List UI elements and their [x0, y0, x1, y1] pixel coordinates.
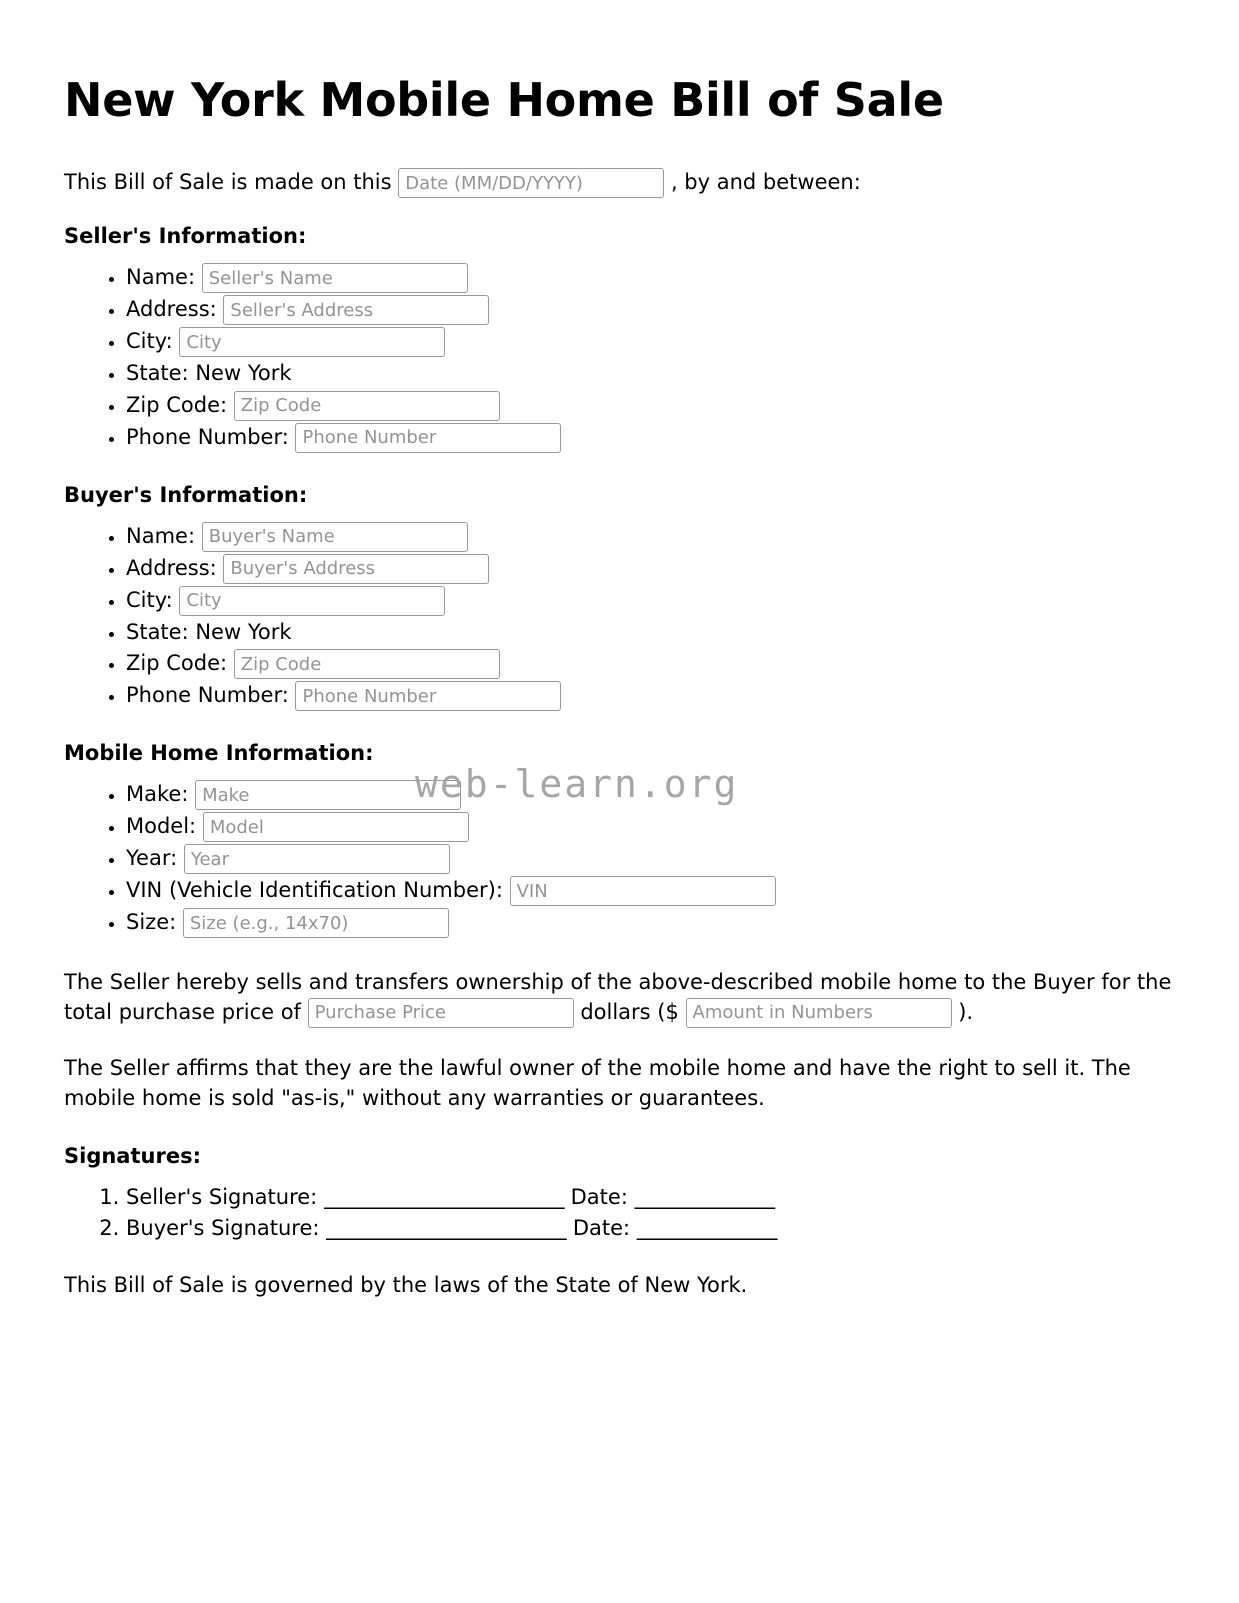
list-item: [126, 294, 1175, 325]
seller-zip-label: Zip Code:: [126, 392, 228, 417]
seller-phone-label: Phone Number:: [126, 424, 289, 449]
buyer-address-label: Address:: [126, 555, 217, 580]
seller-city-input[interactable]: [179, 327, 445, 357]
seller-signature-label: Seller's Signature:: [126, 1184, 318, 1209]
mobile-home-section-heading: Mobile Home Information:: [64, 741, 374, 766]
buyer-date-label: Date:: [572, 1216, 631, 1241]
buyer-signature-label: Buyer's Signature:: [126, 1216, 320, 1241]
buyer-phone-label: Phone Number:: [126, 683, 289, 708]
purchase-price-input[interactable]: [308, 998, 574, 1028]
vin-input[interactable]: [510, 876, 776, 906]
list-item: [126, 553, 1175, 584]
size-input[interactable]: [183, 908, 449, 938]
signatures-section-heading: Signatures:: [64, 1143, 201, 1168]
intro-suffix-text: , by and between:: [670, 170, 861, 195]
buyer-city-input[interactable]: [179, 586, 445, 616]
list-item: [126, 390, 1175, 421]
buyer-date-line[interactable]: ______________: [636, 1216, 777, 1241]
seller-name-input[interactable]: [202, 263, 468, 293]
buyer-zip-input[interactable]: [234, 649, 500, 679]
list-item: [126, 811, 1175, 842]
buyer-signature-line[interactable]: ________________________: [326, 1216, 567, 1241]
buyer-city-label: City:: [126, 587, 173, 612]
amount-in-numbers-input[interactable]: [686, 998, 952, 1028]
list-item: [126, 521, 1175, 552]
seller-city-label: City:: [126, 329, 173, 354]
make-label: Make:: [126, 782, 189, 807]
buyer-name-label: Name:: [126, 523, 196, 548]
list-item: [126, 843, 1175, 874]
buyer-address-input[interactable]: [223, 554, 489, 584]
page-title: New York Mobile Home Bill of Sale: [64, 73, 944, 127]
mobile-home-field-list: [64, 779, 1175, 938]
buyer-zip-label: Zip Code:: [126, 651, 228, 676]
seller-phone-input[interactable]: [295, 423, 561, 453]
buyer-field-list: [64, 521, 1175, 711]
seller-signature-line[interactable]: ________________________: [323, 1184, 564, 1209]
affirmation-paragraph: The Seller affirms that they are the lawful owner of the mobile home and have the right to sell it. The mobile home is sold "as-is," without any warranties or guarantees.: [64, 1055, 1131, 1110]
seller-name-label: Name:: [126, 265, 196, 290]
signature-list: [64, 1182, 1175, 1244]
intro-prefix-text: This Bill of Sale is made on this: [64, 170, 392, 195]
year-input[interactable]: [184, 844, 450, 874]
transfer-text-after-price: dollars ($: [580, 999, 679, 1024]
buyer-state-label: State: New York: [126, 619, 292, 644]
model-input[interactable]: [203, 812, 469, 842]
list-item: [126, 1213, 1175, 1243]
buyer-name-input[interactable]: [202, 522, 468, 552]
seller-date-line[interactable]: ______________: [634, 1184, 775, 1209]
buyer-phone-input[interactable]: [295, 681, 561, 711]
governing-law-paragraph: This Bill of Sale is governed by the laws of the State of New York.: [64, 1273, 748, 1298]
year-label: Year:: [126, 846, 178, 871]
list-item: [126, 422, 1175, 453]
seller-address-input[interactable]: [223, 295, 489, 325]
list-item: [126, 585, 1175, 616]
transfer-paragraph: [64, 968, 1175, 1028]
seller-section-heading: Seller's Information:: [64, 224, 307, 249]
vin-label: VIN (Vehicle Identification Number):: [126, 878, 503, 903]
seller-field-list: [64, 262, 1175, 452]
seller-zip-input[interactable]: [234, 391, 500, 421]
seller-state-label: State: New York: [126, 361, 292, 386]
model-label: Model:: [126, 814, 197, 839]
size-label: Size:: [126, 910, 177, 935]
seller-date-label: Date:: [570, 1184, 628, 1209]
list-item: [126, 1182, 1175, 1212]
make-input[interactable]: [195, 780, 461, 810]
list-item: [126, 779, 1175, 810]
list-item: [126, 875, 1175, 906]
list-item: [126, 326, 1175, 357]
seller-address-label: Address:: [126, 297, 217, 322]
date-input[interactable]: [398, 168, 664, 198]
transfer-text-before-price: The Seller hereby sells and transfers ownership of the above-described mobile home to the Buyer for the total purchase price of: [64, 970, 1172, 1024]
buyer-section-heading: Buyer's Information:: [64, 482, 308, 507]
list-item: [126, 680, 1175, 711]
list-item: [126, 262, 1175, 293]
list-item: [126, 648, 1175, 679]
list-item: [126, 617, 1175, 647]
list-item: [126, 358, 1175, 388]
transfer-text-end: ).: [958, 999, 974, 1024]
list-item: [126, 907, 1175, 938]
intro-paragraph: [64, 168, 1175, 198]
site-watermark: web-learn.org: [415, 762, 739, 806]
